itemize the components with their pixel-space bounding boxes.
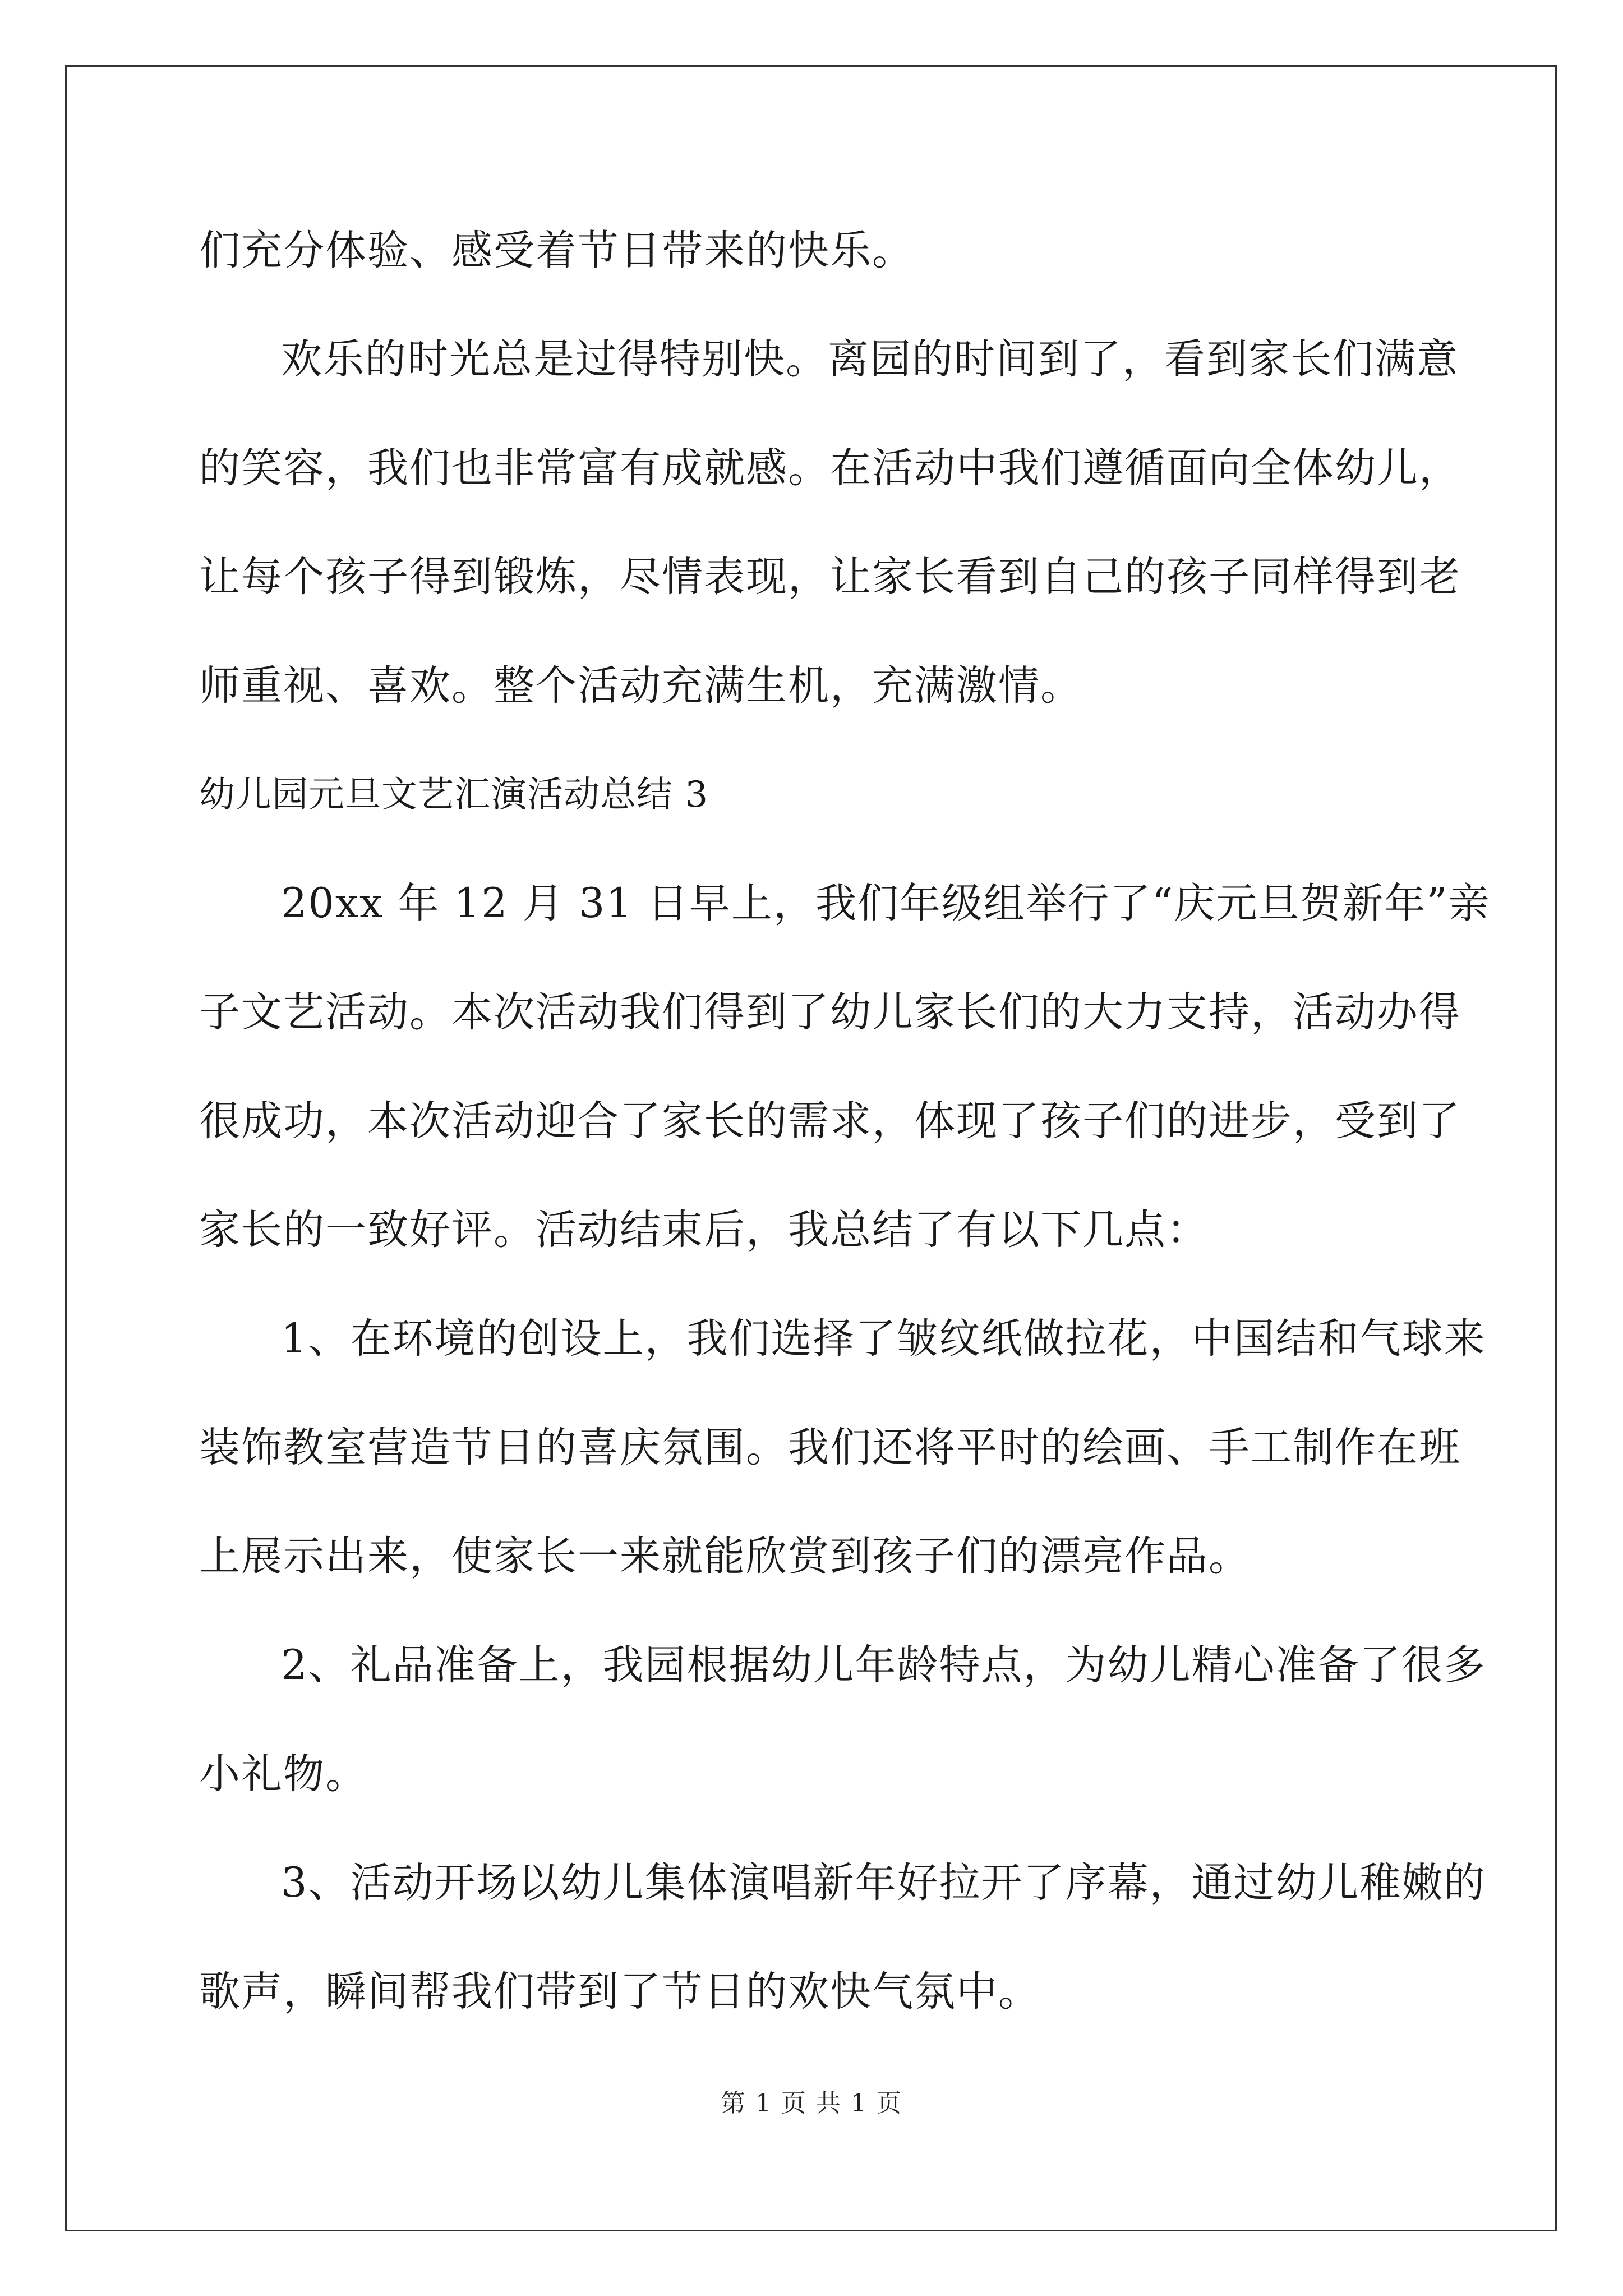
paragraph-line: 子文艺活动。本次活动我们得到了幼儿家长们的大力支持，活动办得 bbox=[199, 988, 1461, 1036]
paragraph-line: 20xx 年 12 月 31 日早上，我们年级组举行了“庆元旦贺新年”亲 bbox=[281, 880, 1491, 927]
page-footer: 第 1 页 共 1 页 bbox=[721, 2089, 902, 2118]
paragraph-line: 们充分体验、感受着节日带来的快乐。 bbox=[199, 227, 914, 274]
list-item-line: 装饰教室营造节日的喜庆氛围。我们还将平时的绘画、手工制作在班 bbox=[199, 1424, 1461, 1471]
section-heading: 幼儿园元旦文艺汇演活动总结 3 bbox=[199, 774, 709, 816]
list-item-line: 2、礼品准备上，我园根据幼儿年龄特点，为幼儿精心准备了很多 bbox=[281, 1641, 1486, 1689]
list-item-line: 歌声，瞬间帮我们带到了节日的欢快气氛中。 bbox=[199, 1968, 1040, 2016]
paragraph-line: 师重视、喜欢。整个活动充满生机，充满激情。 bbox=[199, 662, 1082, 710]
list-item-line: 3、活动开场以幼儿集体演唱新年好拉开了序幕，通过幼儿稚嫩的 bbox=[281, 1859, 1486, 1907]
paragraph-line: 很成功，本次活动迎合了家长的需求，体现了孩子们的进步，受到了 bbox=[199, 1097, 1461, 1145]
list-item-line: 上展示出来，使家长一来就能欣赏到孩子们的漂亮作品。 bbox=[199, 1533, 1251, 1580]
document-body bbox=[199, 196, 1491, 2046]
paragraph-line: 家长的一致好评。活动结束后，我总结了有以下几点： bbox=[199, 1206, 1209, 1254]
paragraph-line: 欢乐的时光总是过得特别快。离园的时间到了，看到家长们满意 bbox=[281, 335, 1459, 383]
list-item-line: 1、在环境的创设上，我们选择了皱纹纸做拉花，中国结和气球来 bbox=[281, 1315, 1486, 1363]
paragraph-line: 的笑容，我们也非常富有成就感。在活动中我们遵循面向全体幼儿， bbox=[199, 444, 1461, 492]
list-item-line: 小礼物。 bbox=[199, 1750, 367, 1798]
paragraph-line: 让每个孩子得到锻炼，尽情表现，让家长看到自己的孩子同样得到老 bbox=[199, 553, 1461, 601]
